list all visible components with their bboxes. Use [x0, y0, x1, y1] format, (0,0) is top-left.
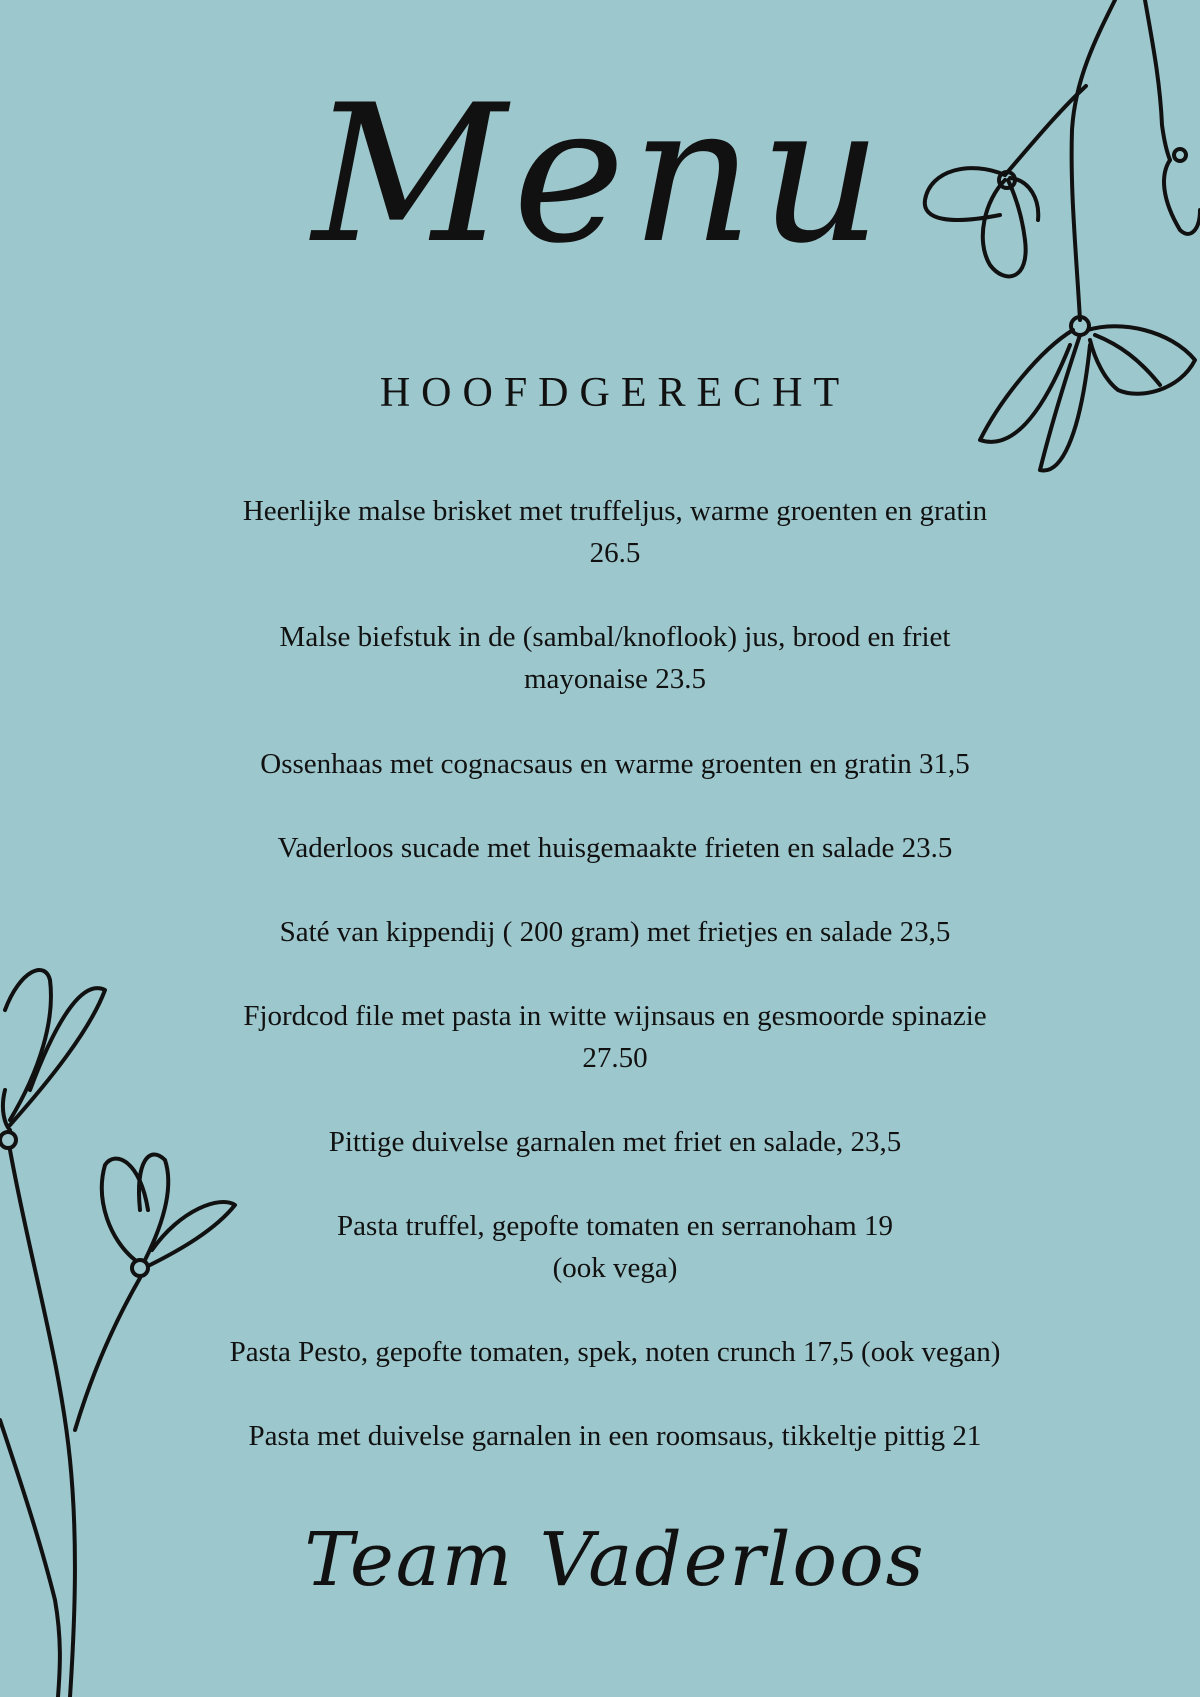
dish-item: Vaderloos sucade met huisgemaakte frieten en salade 23.5	[277, 832, 953, 864]
dish-item: Pasta truffel, gepofte tomaten en serranoham 19 (ook vega)	[337, 1210, 893, 1284]
dish-list	[150, 490, 1080, 1457]
dish-item: Malse biefstuk in de (sambal/knoflook) jus, brood en friet mayonaise 23.5	[279, 621, 951, 695]
dish-item: Heerlijke malse brisket met truffeljus, warme groenten en gratin 26.5	[242, 495, 988, 569]
dish-item: Pasta met duivelse garnalen in een roomsaus, tikkeltje pittig 21	[248, 1420, 982, 1452]
section-heading-hoofdgerecht: HOOFDGERECHT	[379, 370, 851, 416]
dish-item: Ossenhaas met cognacsaus en warme groenten en gratin 31,5	[260, 748, 970, 780]
dish-item: Saté van kippendij ( 200 gram) met frietjes en salade 23,5	[279, 916, 951, 948]
menu-title: Menu	[312, 64, 888, 285]
signature-team-vaderloos: Team Vaderloos	[304, 1517, 926, 1603]
dish-item: Pasta Pesto, gepofte tomaten, spek, noten crunch 17,5 (ook vegan)	[229, 1336, 1001, 1368]
dish-item: Pittige duivelse garnalen met friet en salade, 23,5	[328, 1126, 902, 1158]
dish-item: Fjordcod file met pasta in witte wijnsaus en gesmoorde spinazie 27.50	[243, 1000, 987, 1074]
